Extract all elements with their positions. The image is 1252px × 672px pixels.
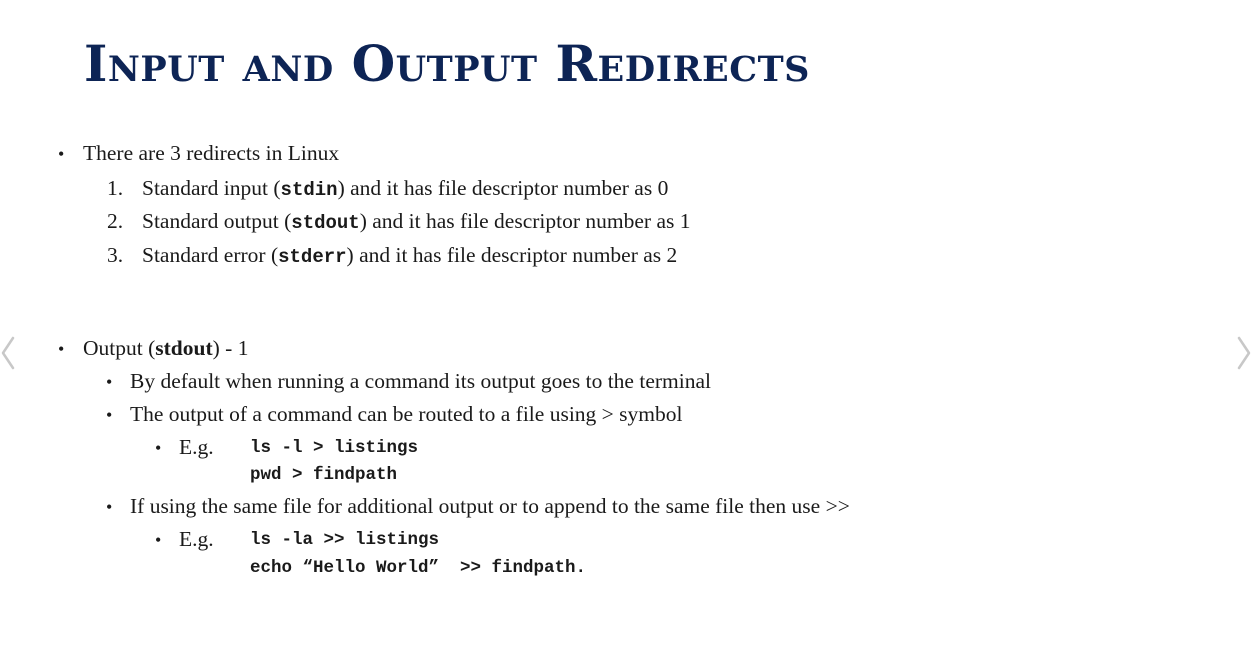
next-slide-button[interactable] bbox=[1236, 336, 1252, 370]
list-number: 1. bbox=[107, 176, 124, 200]
bullet-icon: • bbox=[106, 497, 113, 517]
bullet-icon: • bbox=[58, 339, 65, 359]
lead-text-bold: stdout bbox=[155, 336, 213, 360]
item-code: stderr bbox=[278, 246, 347, 268]
item-code: stdin bbox=[280, 179, 338, 201]
chevron-left-icon bbox=[0, 336, 16, 370]
section1-lead: There are 3 redirects in Linux bbox=[83, 141, 340, 165]
item-text-post: ) and it has file descriptor number as 0 bbox=[337, 176, 669, 200]
slide-title: Input and Output Redirects bbox=[84, 34, 810, 93]
example-label: E.g. bbox=[179, 527, 214, 551]
lead-text-post: ) - 1 bbox=[212, 336, 249, 360]
prev-slide-button[interactable] bbox=[0, 336, 16, 370]
chevron-right-icon bbox=[1236, 336, 1252, 370]
item-text-post: ) and it has file descriptor number as 2 bbox=[346, 243, 678, 267]
item-text-pre: Standard error ( bbox=[142, 243, 279, 267]
code-line: ls -l > listings bbox=[250, 438, 419, 458]
bullet-icon: • bbox=[106, 372, 113, 392]
bullet-icon: • bbox=[58, 144, 65, 164]
item-code: stdout bbox=[291, 212, 360, 234]
item-text-post: ) and it has file descriptor number as 1 bbox=[359, 209, 691, 233]
code-line: pwd > findpath bbox=[250, 465, 398, 485]
item-text-pre: Standard output ( bbox=[142, 209, 292, 233]
bullet-icon: • bbox=[106, 405, 113, 425]
sub-bullet-route-output: The output of a command can be routed to a file using > symbol bbox=[130, 402, 683, 426]
list-number: 2. bbox=[107, 209, 124, 233]
section2-lead bbox=[83, 335, 248, 361]
list-number: 3. bbox=[107, 243, 124, 267]
list-item-text bbox=[142, 175, 668, 203]
list-item-text bbox=[142, 208, 690, 236]
example-label: E.g. bbox=[179, 435, 214, 459]
code-line: ls -la >> listings bbox=[250, 530, 440, 550]
bullet-icon: • bbox=[155, 530, 162, 550]
sub-bullet-default-output: By default when running a command its output goes to the terminal bbox=[130, 369, 711, 393]
sub-bullet-append-output: If using the same file for additional output or to append to the same file then use >> bbox=[130, 494, 850, 518]
code-line: echo “Hello World” >> findpath. bbox=[250, 558, 587, 578]
bullet-icon: • bbox=[155, 438, 162, 458]
lead-text-pre: Output ( bbox=[83, 336, 156, 360]
item-text-pre: Standard input ( bbox=[142, 176, 281, 200]
list-item-text bbox=[142, 242, 677, 270]
